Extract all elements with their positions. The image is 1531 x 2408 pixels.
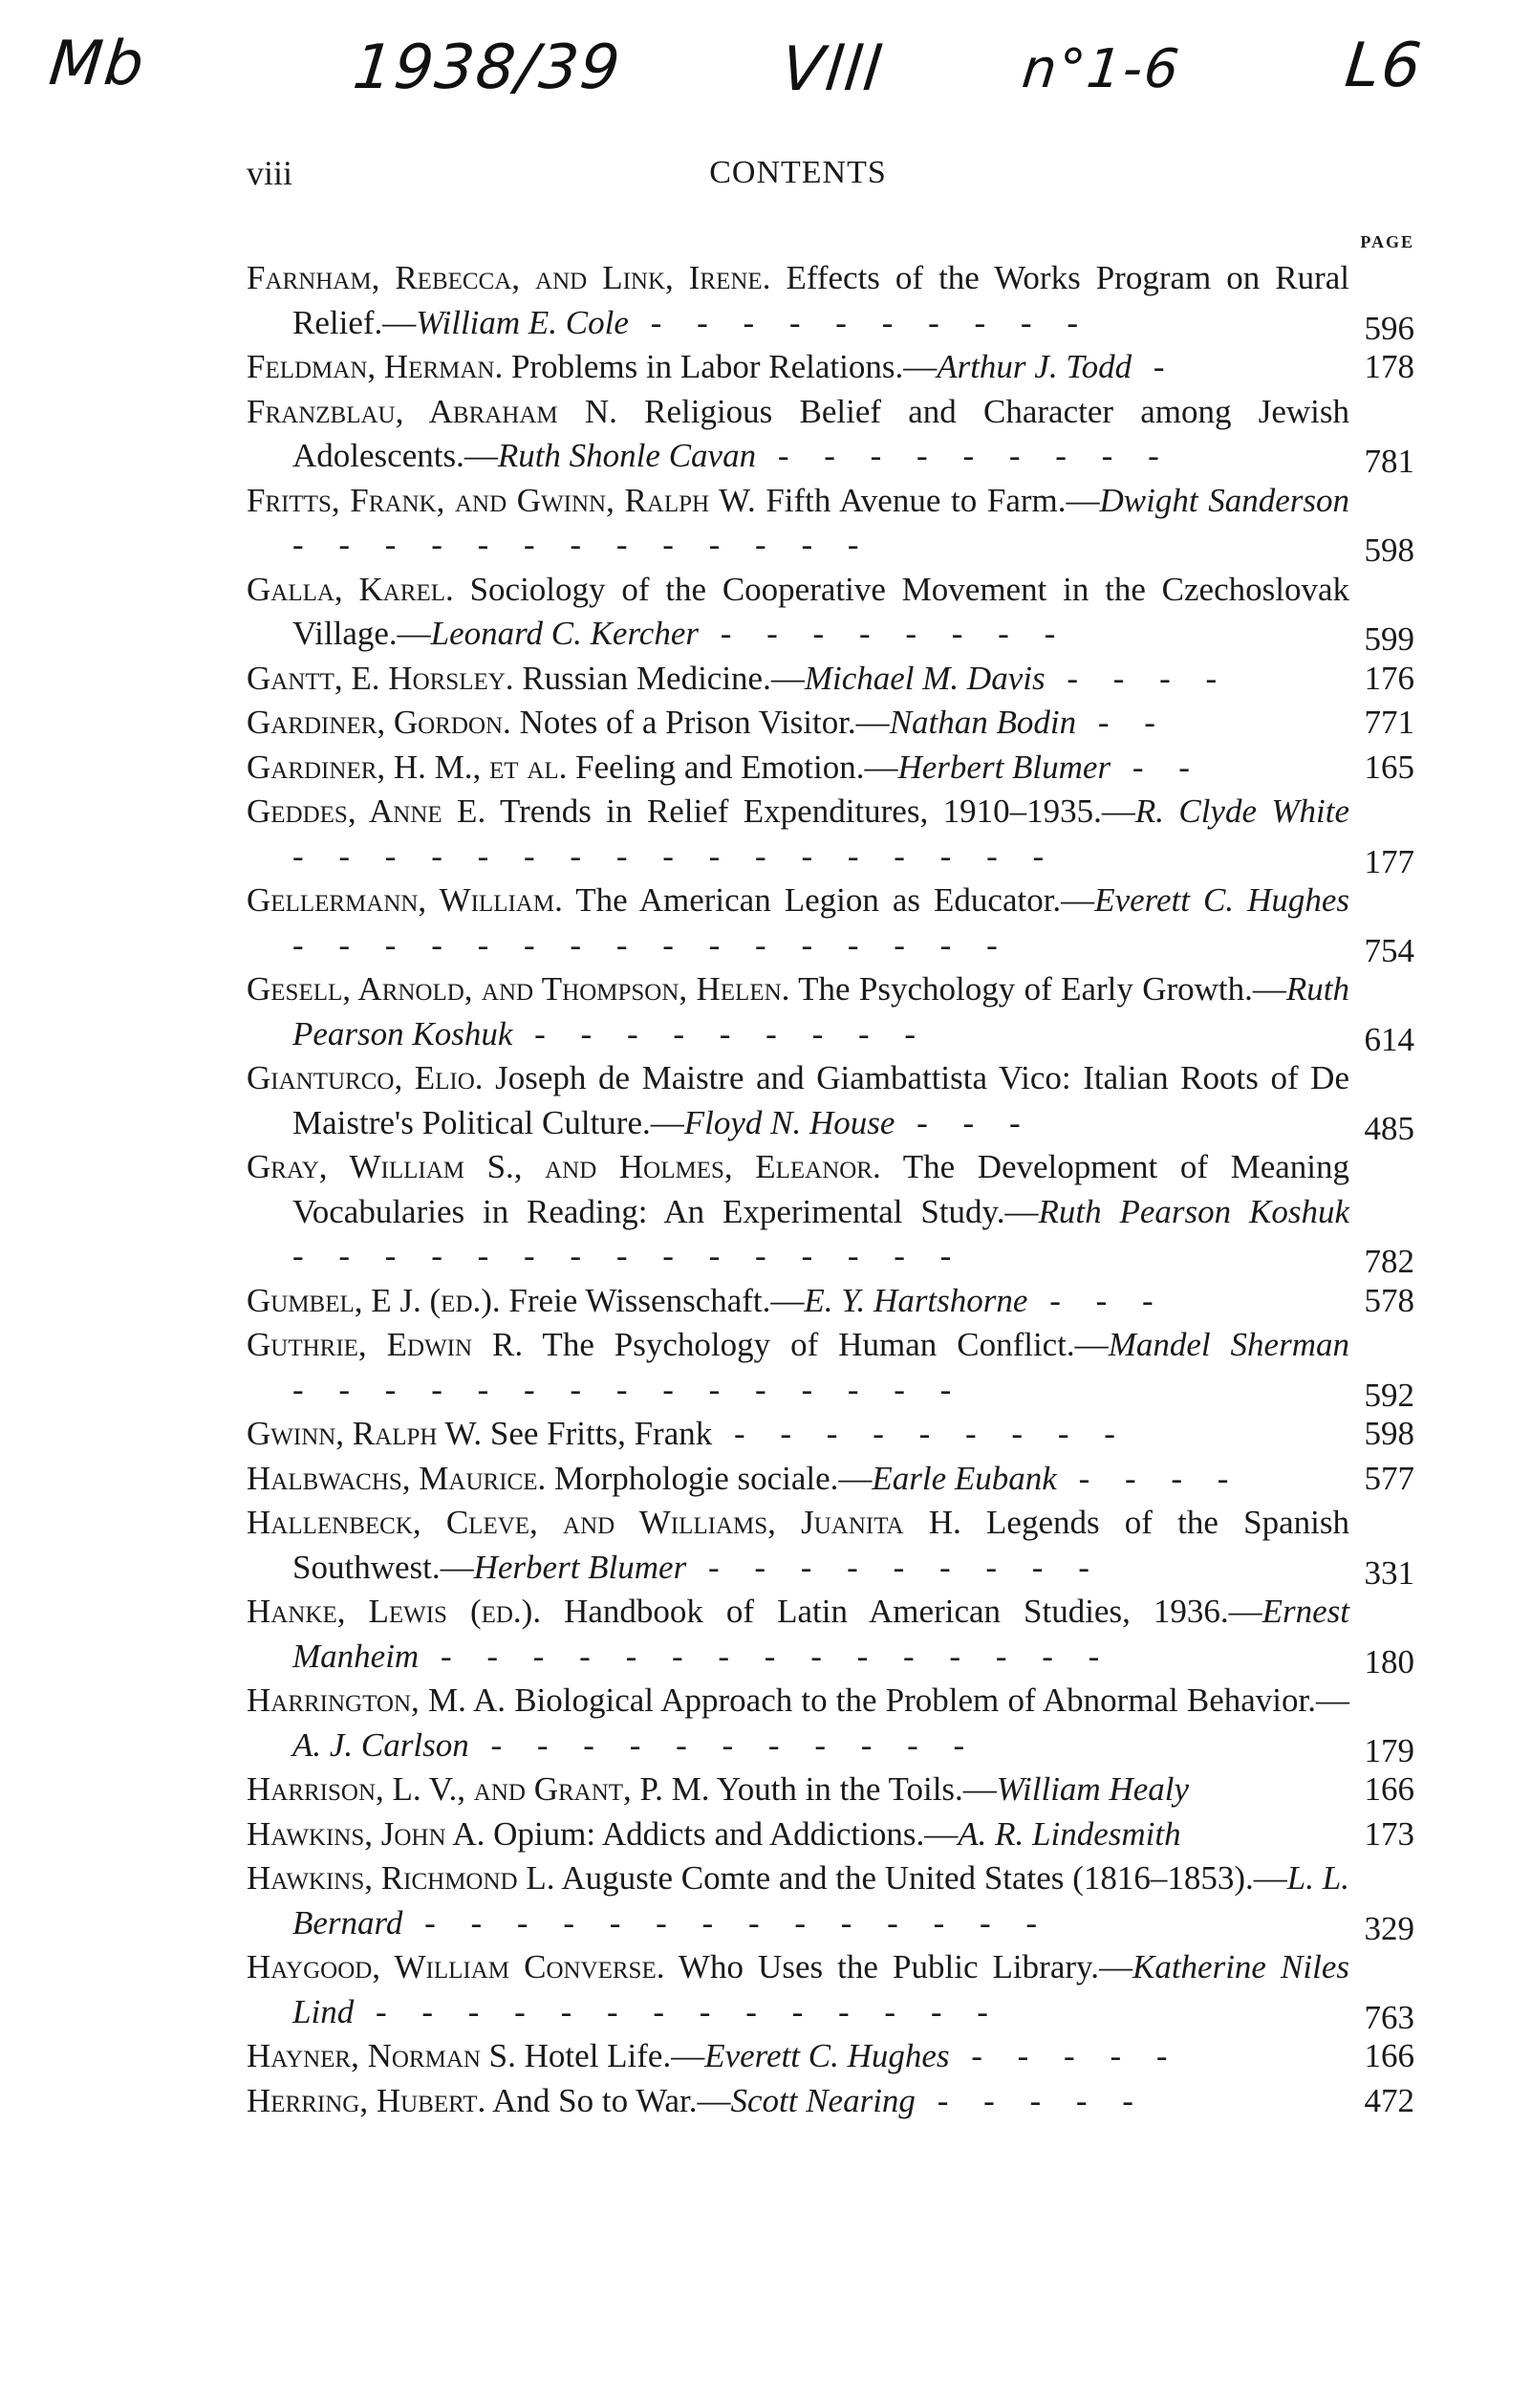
entry-title: Who Uses the Public Library.—: [664, 1948, 1132, 1985]
entry-text: [247, 1145, 1349, 1279]
entry-author: Franzblau, Abraham N.: [247, 392, 617, 430]
contents-entry: [247, 1768, 1414, 1812]
entry-text: [247, 479, 1349, 568]
entry-author: Gesell, Arnold, and Thompson, Helen.: [247, 970, 790, 1008]
entry-page-number: 165: [1364, 748, 1414, 786]
annotation-mark: L6: [1342, 31, 1427, 101]
entry-reviewer: Leonard C. Kercher: [430, 615, 699, 652]
entry-text: [247, 790, 1349, 879]
entry-title: The Psychology of Early Growth.—: [789, 970, 1286, 1008]
entry-page-number: 614: [1364, 1020, 1414, 1058]
entry-reviewer: Herbert Blumer: [897, 748, 1111, 786]
entry-page-number: 577: [1364, 1459, 1414, 1497]
entry-title: Auguste Comte and the United States (1816–1853).—: [554, 1859, 1287, 1897]
entry-title: Opium: Addicts and Addictions.—: [485, 1814, 959, 1853]
entry-reviewer: A. R. Lindesmith: [958, 1814, 1181, 1853]
dot-leader: - - - - - - - - -: [756, 437, 1173, 474]
contents-entry: [247, 967, 1414, 1056]
entry-title: Biological Approach to the Problem of Abnormal Behavior.—: [506, 1681, 1349, 1719]
entry-page-number: 329: [1364, 1909, 1414, 1947]
entry-author: Gwinn, Ralph W.: [247, 1415, 483, 1452]
entry-author: Harrison, L. V., and Grant, P. M.: [247, 1770, 710, 1808]
contents-entry: [247, 1679, 1414, 1768]
entry-title: Feeling and Emotion.—: [567, 748, 898, 786]
contents-list: [247, 256, 1414, 2123]
entry-text: [247, 1323, 1349, 1412]
entry-title: Trends in Relief Expenditures, 1910–1935.—: [485, 792, 1135, 830]
entry-page-number: 598: [1364, 1415, 1414, 1452]
entry-page-number: 485: [1364, 1109, 1414, 1147]
entry-page-number: 179: [1364, 1731, 1414, 1769]
dot-leader: - - - - - - - - - - - - - - -: [292, 1370, 965, 1408]
entry-page-number: 331: [1364, 1553, 1414, 1592]
entry-page-number: 596: [1364, 309, 1414, 347]
entry-author: Hanke, Lewis (ed.).: [247, 1593, 542, 1630]
entry-author: Hayner, Norman S.: [247, 2037, 516, 2074]
entry-page-number: 754: [1364, 931, 1414, 969]
contents-entry: [247, 701, 1414, 746]
entry-author: Gardiner, H. M., et al.: [247, 748, 568, 786]
entry-reviewer: Floyd N. House: [683, 1103, 895, 1141]
entry-text: [247, 2034, 1349, 2079]
entry-text: [247, 390, 1349, 479]
entry-text: [247, 879, 1349, 967]
annotation-mark: Vlll: [778, 34, 887, 105]
entry-text: [247, 1856, 1349, 1945]
entry-page-number: 763: [1364, 1998, 1414, 2036]
contents-entry: [247, 345, 1414, 390]
contents-entry: [247, 1457, 1414, 1502]
entry-title: The American Legion as Educator.—: [562, 881, 1095, 919]
contents-entry: [247, 1056, 1414, 1145]
contents-entry: [247, 746, 1414, 791]
dot-leader: - - - - - - - - -: [712, 1415, 1129, 1452]
entry-text: [247, 1945, 1349, 2034]
entry-text: [247, 746, 1349, 791]
contents-entry: [247, 1145, 1414, 1279]
entry-author: Harrington, M. A.: [247, 1681, 507, 1719]
dot-leader: - - - - - - - - - - - - -: [292, 526, 873, 563]
entry-page-number: 176: [1364, 659, 1414, 697]
entry-title: Handbook of Latin American Studies, 1936.—: [541, 1593, 1262, 1630]
entry-text: [247, 568, 1349, 657]
entry-author: Hawkins, Richmond L.: [247, 1859, 555, 1897]
contents-entry: [247, 256, 1414, 345]
entry-reviewer: Mandel Sherman: [1108, 1326, 1349, 1363]
entry-title: Russian Medicine.—: [513, 659, 805, 697]
entry-reviewer: Dwight Sanderson: [1099, 481, 1349, 519]
entry-text: [247, 701, 1349, 746]
entry-text: [247, 345, 1349, 390]
entry-reviewer: Ernest Manheim: [292, 1593, 1349, 1675]
dot-leader: - - - - - - - - - - - - - - - - -: [292, 836, 1058, 875]
entry-text: [247, 1679, 1349, 1768]
dot-leader: - - - - - - - - - - - - - - -: [419, 1637, 1113, 1675]
dot-leader: - - - - - - - - - - -: [468, 1725, 979, 1764]
entry-reviewer: Scott Nearing: [730, 2081, 916, 2119]
entry-title: Youth in the Toils.—: [709, 1770, 997, 1808]
entry-text: [247, 1768, 1349, 1812]
entry-author: Fritts, Frank, and Gwinn, Ralph W.: [247, 481, 756, 519]
contents-entry: [247, 568, 1414, 657]
running-head: [247, 153, 1349, 201]
contents-entry: [247, 1323, 1414, 1412]
entry-reviewer: Michael M. Davis: [804, 659, 1046, 697]
annotation-mark: 1938/39: [350, 33, 625, 103]
entry-title: Notes of a Prison Visitor.—: [510, 704, 890, 741]
annotation-mark: Mb: [46, 29, 149, 99]
contents-entry: [247, 390, 1414, 479]
entry-author: Guthrie, Edwin R.: [247, 1326, 524, 1363]
entry-reviewer: Herbert Blumer: [473, 1548, 687, 1586]
entry-title: The Development of Meaning Vocabularies in Reading: An Experimental Study.—: [292, 1148, 1349, 1230]
entry-text: [247, 1590, 1349, 1679]
entry-author: Gray, William S., and Holmes, Eleanor.: [247, 1148, 881, 1185]
dot-leader: - - - - - - - - -: [512, 1014, 930, 1052]
dot-leader: - - - - - - - - - - - - - - - -: [292, 925, 1011, 964]
contents-entry: [247, 657, 1414, 702]
entry-text: [247, 2079, 1349, 2124]
entry-author: Feldman, Herman.: [247, 348, 504, 385]
entry-reviewer: Ruth Pearson Koshuk: [1038, 1192, 1349, 1230]
entry-title: Hotel Life.—: [515, 2037, 705, 2074]
entry-author: Geddes, Anne E.: [247, 792, 486, 830]
entry-reviewer: Everett C. Hughes: [704, 2037, 950, 2074]
entry-author: Gardiner, Gordon.: [247, 704, 511, 741]
dot-leader: - - - - - - - - - - - - - -: [402, 1903, 1051, 1942]
contents-entry: [247, 1945, 1414, 2034]
dot-leader: - - -: [1027, 1281, 1167, 1319]
entry-text: [247, 1279, 1349, 1324]
entry-text: [247, 256, 1349, 345]
entry-title: The Psychology of Human Conflict.—: [523, 1326, 1109, 1363]
entry-page-number: 178: [1364, 348, 1414, 385]
entry-text: [247, 1457, 1349, 1502]
entry-page-number: 592: [1364, 1376, 1414, 1414]
dot-leader: - - - - - - - - - - - - - - -: [292, 1237, 965, 1274]
entry-title: Effects of the Works Program on Rural Relief.—: [292, 259, 1349, 341]
contents-entry: [247, 879, 1414, 967]
entry-title: And So to War.—: [485, 2081, 731, 2119]
dot-leader: - - - - - - - - -: [686, 1548, 1103, 1586]
entry-title: Problems in Labor Relations.—: [503, 348, 938, 385]
entry-title: Fifth Avenue to Farm.—: [755, 481, 1100, 519]
entry-page-number: 166: [1364, 1770, 1414, 1808]
contents-entry: [247, 1501, 1414, 1590]
contents-entry: [247, 1812, 1414, 1857]
dot-leader: - -: [1076, 704, 1169, 741]
page-folio: viii: [247, 154, 293, 192]
entry-author: Herring, Hubert.: [247, 2081, 486, 2119]
entry-reviewer: Ruth Pearson Koshuk: [292, 970, 1349, 1052]
contents-entry: [247, 790, 1414, 879]
entry-page-number: 598: [1364, 531, 1414, 569]
entry-title: Morphologie sociale.—: [546, 1459, 873, 1497]
entry-title: Sociology of the Cooperative Movement in the Czechoslovak Village.—: [292, 570, 1349, 652]
page-column-label: PAGE: [1360, 232, 1414, 251]
dot-leader: - - - -: [1056, 1459, 1242, 1497]
dot-leader: - - - - - - - - - - - - - -: [354, 1992, 1002, 2030]
entry-text: [247, 1412, 1349, 1457]
dot-leader: - - - - - - - -: [698, 615, 1069, 652]
entry-reviewer: E. Y. Hartshorne: [804, 1281, 1028, 1319]
handwritten-annotation: [0, 29, 1531, 143]
dot-leader: - - - - -: [949, 2037, 1181, 2074]
contents-entry: [247, 479, 1414, 568]
entry-text: [247, 1501, 1349, 1590]
dot-leader: -: [1132, 348, 1178, 385]
entry-author: Farnham, Rebecca, and Link, Irene.: [247, 259, 771, 296]
dot-leader: - -: [1111, 748, 1203, 786]
entry-title: Freie Wissenschaft.—: [500, 1281, 805, 1319]
entry-reviewer: A. J. Carlson: [292, 1725, 469, 1764]
entry-author: Gellermann, William.: [247, 881, 563, 919]
entry-title: See Fritts, Frank: [482, 1415, 713, 1452]
entry-author: Hallenbeck, Cleve, and Williams, Juanita H.: [247, 1504, 961, 1541]
entry-reviewer: Arthur J. Todd: [937, 348, 1132, 385]
entry-author: Haygood, William Converse.: [247, 1948, 665, 1985]
section-title: CONTENTS: [709, 155, 887, 190]
entry-page-number: 166: [1364, 2037, 1414, 2074]
entry-author: Halbwachs, Maurice.: [247, 1459, 547, 1497]
entry-reviewer: William E. Cole: [416, 303, 629, 341]
entry-reviewer: William Healy: [996, 1770, 1190, 1808]
contents-entry: [247, 1412, 1414, 1457]
entry-text: [247, 1812, 1349, 1857]
entry-page-number: 781: [1364, 443, 1414, 480]
contents-entry: [247, 2034, 1414, 2079]
entry-reviewer: Everett C. Hughes: [1094, 881, 1349, 919]
entry-reviewer: Earle Eubank: [872, 1459, 1057, 1497]
annotation-mark: n°1-6: [1019, 38, 1184, 100]
entry-text: [247, 967, 1349, 1056]
entry-author: Galla, Karel.: [247, 570, 454, 608]
entry-reviewer: Katherine Niles Lind: [292, 1948, 1349, 2030]
entry-reviewer: L. L. Bernard: [292, 1859, 1349, 1942]
entry-author: Gumbel, E J. (ed.).: [247, 1281, 501, 1319]
entry-title: Legends of the Spanish Southwest.—: [292, 1504, 1349, 1586]
entry-author: Gantt, E. Horsley.: [247, 659, 514, 697]
entry-reviewer: R. Clyde White: [1134, 792, 1350, 830]
entry-page-number: 472: [1364, 2081, 1414, 2119]
dot-leader: - - - - - - - - - -: [628, 303, 1091, 341]
entry-page-number: 177: [1364, 842, 1414, 880]
entry-text: [247, 1056, 1349, 1145]
dot-leader: - - - -: [1045, 659, 1231, 697]
entry-page-number: 782: [1364, 1243, 1414, 1280]
entry-reviewer: Ruth Shonle Cavan: [497, 437, 757, 474]
entry-page-number: 599: [1364, 620, 1414, 658]
entry-author: Hawkins, John A.: [247, 1814, 485, 1853]
entry-page-number: 173: [1364, 1814, 1414, 1853]
entry-page-number: 578: [1364, 1281, 1414, 1319]
contents-entry: [247, 2079, 1414, 2124]
entry-page-number: 771: [1364, 704, 1414, 741]
dot-leader: - - - - -: [915, 2081, 1147, 2119]
entry-author: Gianturco, Elio.: [247, 1059, 484, 1096]
entry-reviewer: Nathan Bodin: [889, 704, 1077, 741]
contents-entry: [247, 1279, 1414, 1324]
entry-title: Religious Belief and Character among Jewish Adolescents.—: [292, 392, 1350, 474]
entry-title: Joseph de Maistre and Giambattista Vico: Italian Roots of De Maistre's Political Culture.—: [292, 1059, 1349, 1141]
contents-entry: [247, 1590, 1414, 1679]
entry-text: [247, 657, 1349, 702]
contents-entry: [247, 1856, 1414, 1945]
entry-page-number: 180: [1364, 1642, 1414, 1681]
dot-leader: - - -: [895, 1103, 1034, 1141]
